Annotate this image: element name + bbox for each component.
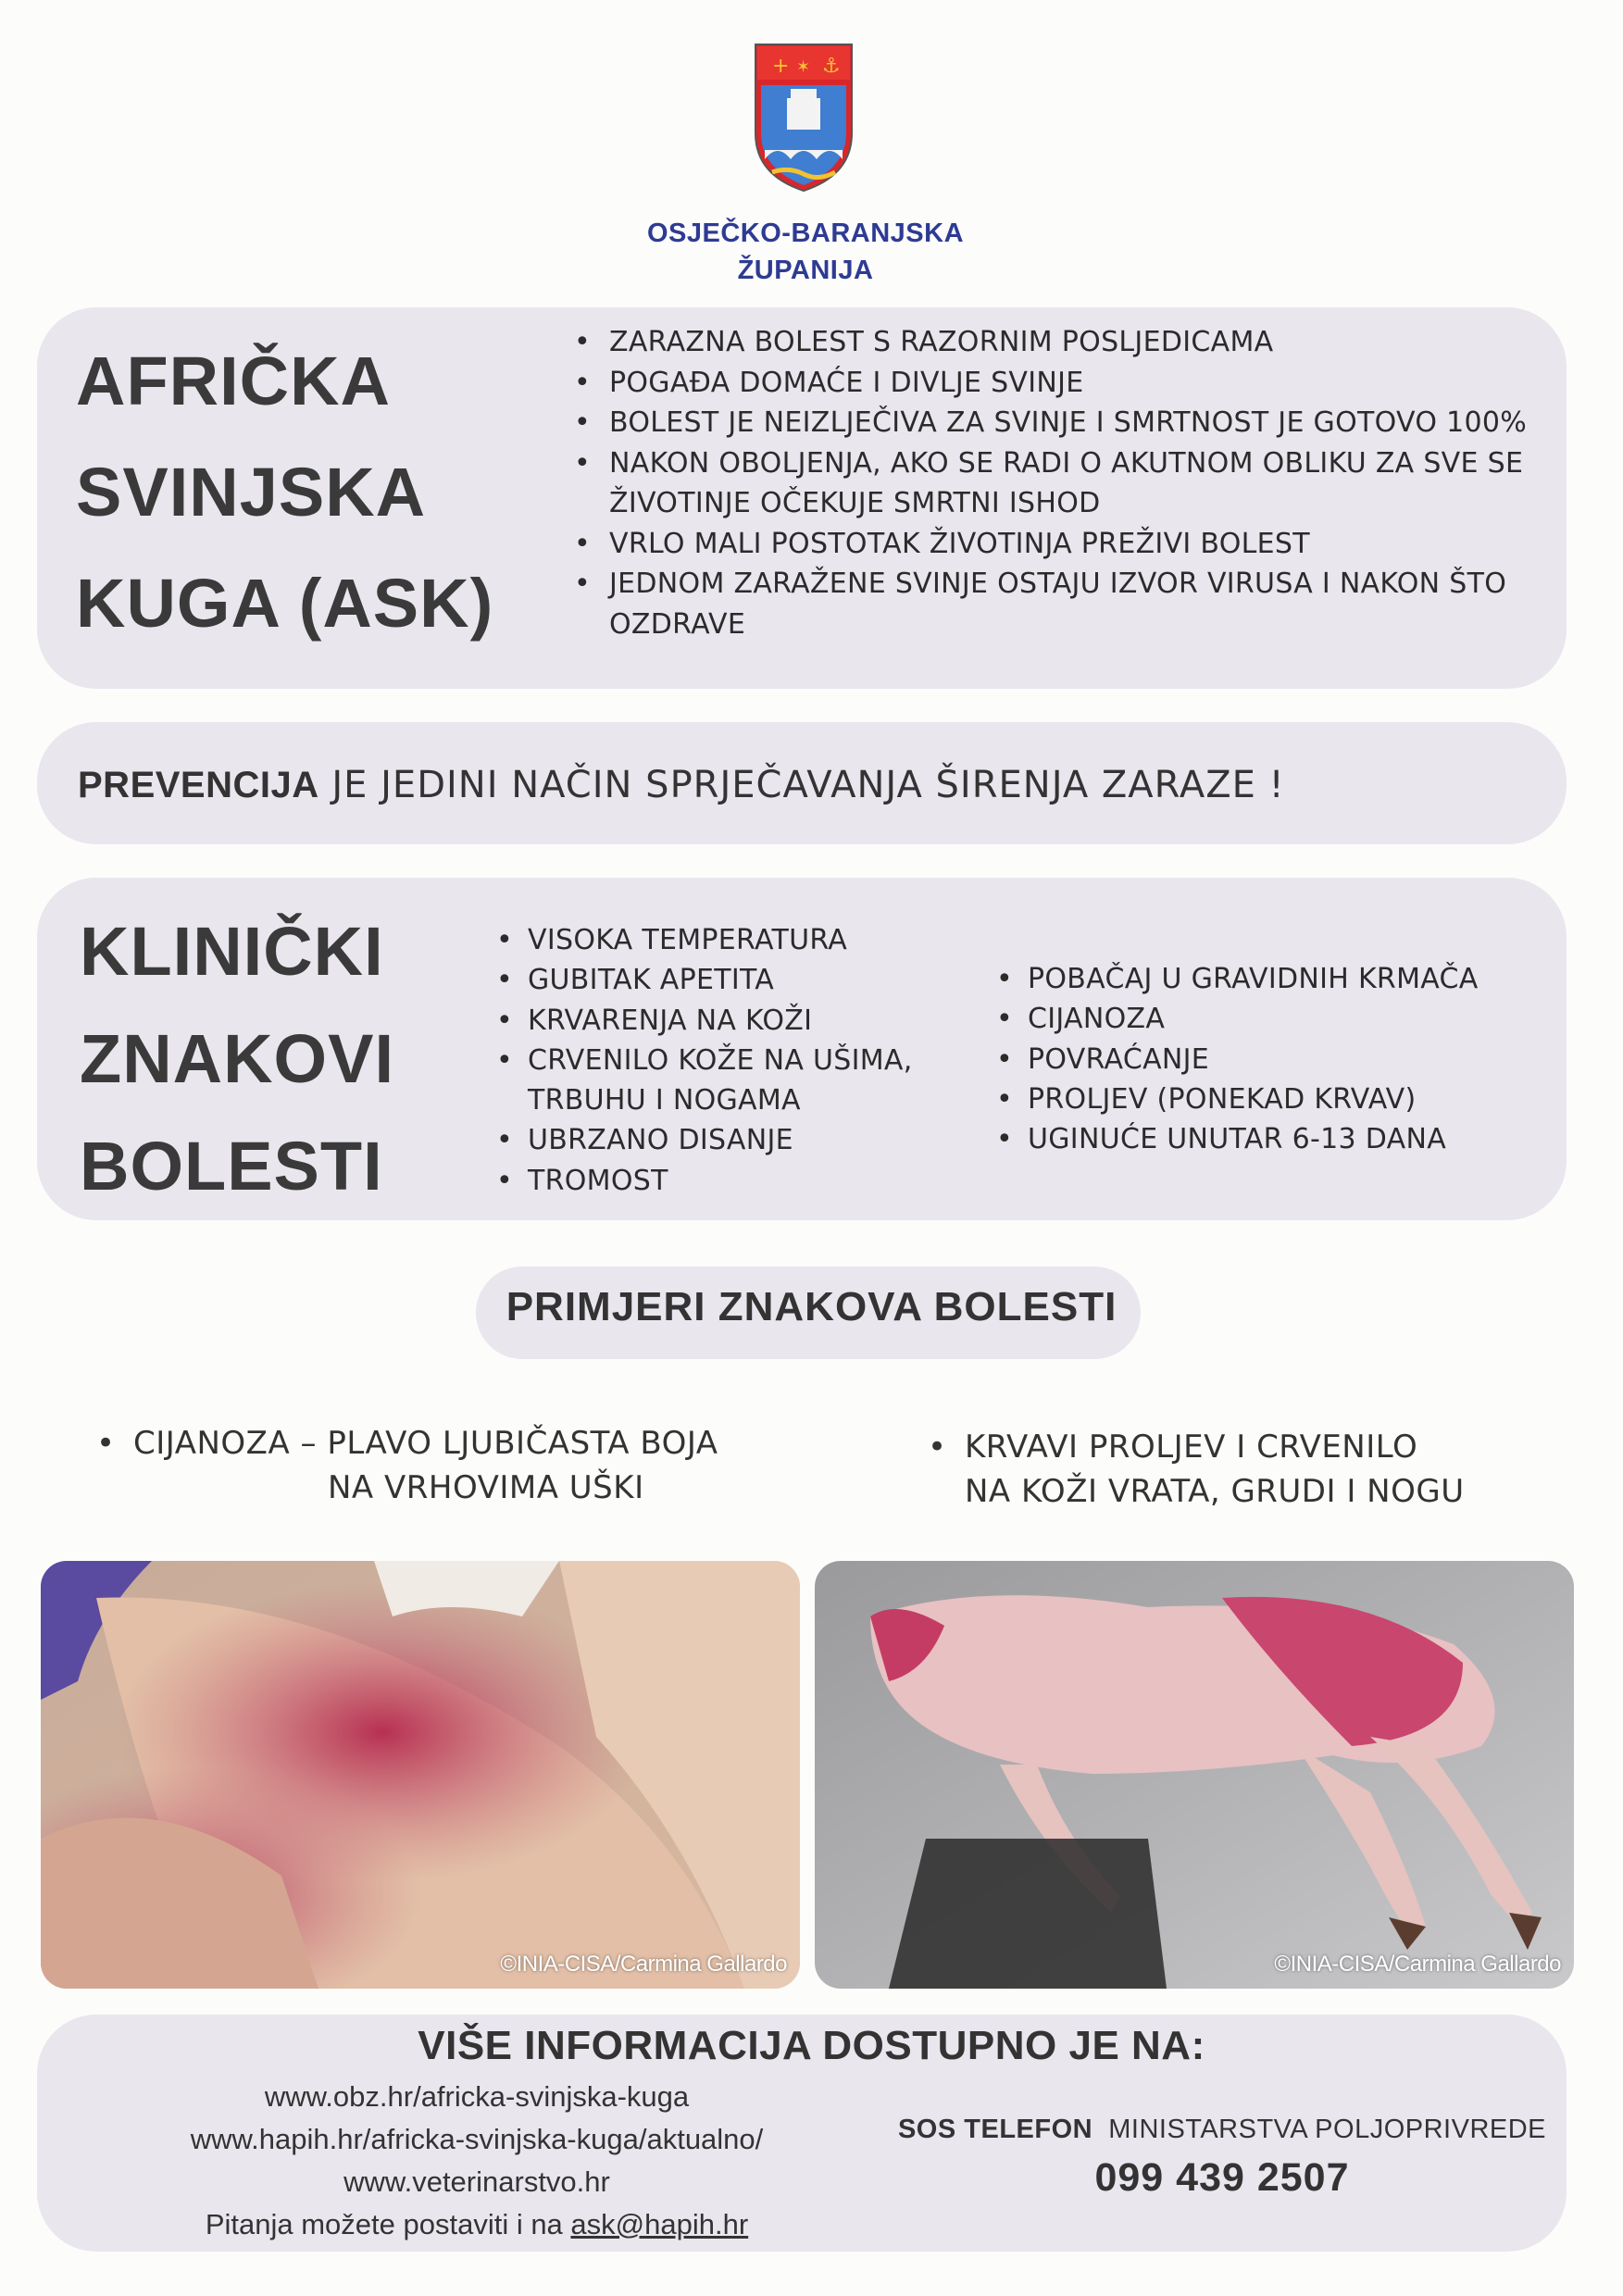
bullet-icon: • xyxy=(96,1425,116,1462)
list-item: • BOLEST JE NEIZLJEČIVA ZA SVINJE I SMRTNOST JE GOTOVO 100% xyxy=(568,403,1550,443)
list-item: • PROLJEV (PONEKAD KRVAV) xyxy=(991,1079,1546,1119)
sos-phone-number[interactable]: 099 439 2507 xyxy=(1094,2155,1350,2200)
ask-title xyxy=(76,326,493,659)
list-item: • CRVENILO KOŽE NA UŠIMA, TRBUHU I NOGAMA xyxy=(491,1041,954,1121)
clinical-signs-list-2 xyxy=(991,959,1546,1159)
photo-credit: ©INIA-CISA/Carmina Gallardo xyxy=(500,1952,787,1977)
svg-text:✶: ✶ xyxy=(796,57,811,77)
ask-title-line: KUGA (ASK) xyxy=(76,565,494,642)
left-photo-caption xyxy=(96,1421,763,1510)
ask-facts-list xyxy=(568,322,1550,644)
cyanosis-ear-photo xyxy=(41,1561,800,1989)
right-caption-line1: KRVAVI PROLJEV I CRVENILO xyxy=(965,1429,1418,1466)
county-coat-of-arms-logo xyxy=(752,41,855,193)
list-item: • NAKON OBOLJENJA, AKO SE RADI O AKUTNOM OBLIKU ZA SVE SE ŽIVOTINJE OČEKUJE SMRTNI ISHOD xyxy=(568,443,1550,524)
list-item: • JEDNOM ZARAŽENE SVINJE OSTAJU IZVOR VIRUSA I NAKON ŠTO OZDRAVE xyxy=(568,564,1550,644)
clinical-signs-title-line: BOLESTI xyxy=(80,1128,383,1204)
ask-title-line: AFRIČKA xyxy=(76,343,391,419)
ask-title-line: SVINJSKA xyxy=(76,454,427,530)
questions-prefix: Pitanja možete postaviti i na xyxy=(205,2208,571,2240)
link-obz[interactable]: www.obz.hr/africka-svinjska-kuga xyxy=(264,2080,690,2113)
sos-ministry: MINISTARSTVA POLJOPRIVREDE xyxy=(1092,2115,1547,2144)
photo-credit: ©INIA-CISA/Carmina Gallardo xyxy=(1274,1952,1561,1977)
left-caption-line2: NA VRHOVIMA UŠKI xyxy=(328,1469,644,1506)
list-item: • UBRZANO DISANJE xyxy=(491,1120,954,1160)
clinical-signs-title-line: ZNAKOVI xyxy=(80,1020,394,1097)
list-item: • VRLO MALI POSTOTAK ŽIVOTINJA PREŽIVI BOLEST xyxy=(568,524,1550,565)
county-name-line2: ŽUPANIJA xyxy=(737,256,874,285)
bullet-icon: • xyxy=(928,1429,947,1466)
list-item: • POVRAĆANJE xyxy=(991,1040,1546,1079)
pig-ear-image xyxy=(41,1561,800,1989)
pig-body-image xyxy=(815,1561,1574,1989)
list-item: • CIJANOZA xyxy=(991,999,1546,1039)
list-item: • ZARAZNA BOLEST S RAZORNIM POSLJEDICAMA xyxy=(568,322,1550,363)
sos-contact xyxy=(833,2109,1611,2205)
svg-text:+: + xyxy=(772,55,790,78)
link-veterinarstvo[interactable]: www.veterinarstvo.hr xyxy=(343,2165,610,2198)
right-photo-caption xyxy=(928,1425,1539,1514)
sos-label xyxy=(833,2109,1611,2150)
left-caption-line1: CIJANOZA – PLAVO LJUBIČASTA BOJA xyxy=(133,1425,718,1462)
prevention-banner xyxy=(78,759,1285,811)
bloody-diarrhea-photo xyxy=(815,1561,1574,1989)
list-item: • POBAČAJ U GRAVIDNIH KRMAČA xyxy=(991,959,1546,999)
list-item: • VISOKA TEMPERATURA xyxy=(491,920,954,960)
county-name-line1: OSJEČKO-BARANJSKA xyxy=(646,218,965,248)
list-item: • TROMOST xyxy=(491,1161,954,1201)
email-link[interactable]: ask@hapih.hr xyxy=(570,2208,749,2240)
clinical-signs-title-line: KLINIČKI xyxy=(80,913,384,990)
prevention-text: JE JEDINI NAČIN SPRJEČAVANJA ŠIRENJA ZARAZE ! xyxy=(318,764,1285,806)
list-item: • KRVARENJA NA KOŽI xyxy=(491,1001,954,1041)
list-item: • POGAĐA DOMAĆE I DIVLJE SVINJE xyxy=(568,363,1550,404)
right-caption-line2: NA KOŽI VRATA, GRUDI I NOGU xyxy=(965,1473,1465,1510)
link-hapih[interactable]: www.hapih.hr/africka-svinjska-kuga/aktualno/ xyxy=(190,2123,764,2155)
questions-line xyxy=(139,2203,815,2246)
list-item: • UGINUĆE UNUTAR 6-13 DANA xyxy=(991,1119,1546,1159)
clinical-signs-list-1 xyxy=(491,920,954,1201)
examples-title: PRIMJERI ZNAKOVA BOLESTI xyxy=(506,1284,1117,1329)
clinical-signs-title xyxy=(80,898,394,1220)
county-name xyxy=(518,215,1092,289)
sos-keyword: SOS TELEFON xyxy=(897,2115,1093,2144)
svg-text:⚓: ⚓ xyxy=(822,55,841,78)
info-links xyxy=(139,2076,815,2246)
list-item: • GUBITAK APETITA xyxy=(491,960,954,1000)
prevention-keyword: PREVENCIJA xyxy=(78,765,319,805)
more-info-title: VIŠE INFORMACIJA DOSTUPNO JE NA: xyxy=(418,2023,1205,2068)
